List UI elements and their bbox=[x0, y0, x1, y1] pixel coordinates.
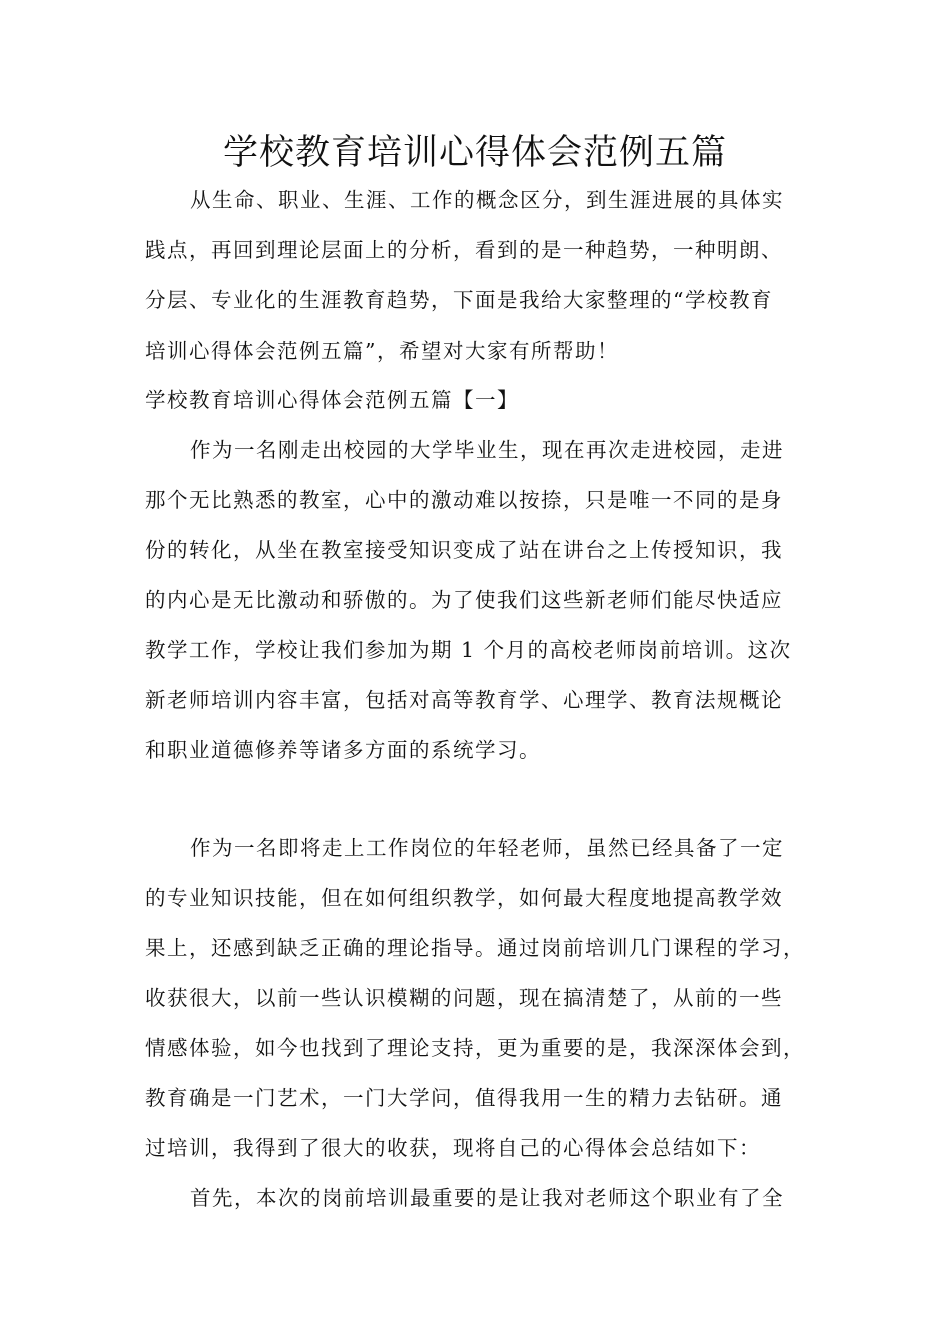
paragraph-line: 果上，还感到缺乏正确的理论指导。通过岗前培训几门课程的学习， bbox=[145, 936, 805, 960]
document-title: 学校教育培训心得体会范例五篇 bbox=[222, 133, 727, 173]
paragraph-line: 过培训，我得到了很大的收获，现将自己的心得体会总结如下： bbox=[145, 1136, 761, 1160]
paragraph-line: 和职业道德修养等诸多方面的系统学习。 bbox=[145, 738, 541, 762]
paragraph-line: 那个无比熟悉的教室，心中的激动难以按捺，只是唯一不同的是身 bbox=[145, 488, 783, 512]
paragraph-line: 首先，本次的岗前培训最重要的是让我对老师这个职业有了全 bbox=[190, 1186, 784, 1210]
paragraph-line: 新老师培训内容丰富，包括对高等教育学、心理学、教育法规概论 bbox=[145, 688, 783, 712]
paragraph-line: 的内心是无比激动和骄傲的。为了使我们这些新老师们能尽快适应 bbox=[145, 588, 783, 612]
paragraph-line: 从生命、职业、生涯、工作的概念区分，到生涯进展的具体实 bbox=[190, 188, 784, 212]
paragraph-line: 践点，再回到理论层面上的分析，看到的是一种趋势，一种明朗、 bbox=[145, 238, 783, 262]
paragraph-line: 收获很大，以前一些认识模糊的问题，现在搞清楚了，从前的一些 bbox=[145, 986, 783, 1010]
paragraph-line: 教育确是一门艺术，一门大学问，值得我用一生的精力去钻研。通 bbox=[145, 1086, 783, 1110]
paragraph-line: 分层、专业化的生涯教育趋势，下面是我给大家整理的“学校教育 bbox=[145, 288, 773, 312]
paragraph-line: 的专业知识技能，但在如何组织教学，如何最大程度地提高教学效 bbox=[145, 886, 783, 910]
paragraph-line: 作为一名刚走出校园的大学毕业生，现在再次走进校园，走进 bbox=[190, 438, 784, 462]
paragraph-line: 作为一名即将走上工作岗位的年轻老师，虽然已经具备了一定 bbox=[190, 836, 784, 860]
paragraph-line: 份的转化，从坐在教室接受知识变成了站在讲台之上传授知识，我 bbox=[145, 538, 783, 562]
paragraph-line: 情感体验，如今也找到了理论支持，更为重要的是，我深深体会到， bbox=[145, 1036, 805, 1060]
section-heading: 学校教育培训心得体会范例五篇【一】 bbox=[145, 388, 519, 412]
paragraph-line: 教学工作，学校让我们参加为期 1 个月的高校老师岗前培训。这次 bbox=[145, 638, 792, 662]
paragraph-line: 培训心得体会范例五篇”，希望对大家有所帮助！ bbox=[145, 339, 619, 363]
